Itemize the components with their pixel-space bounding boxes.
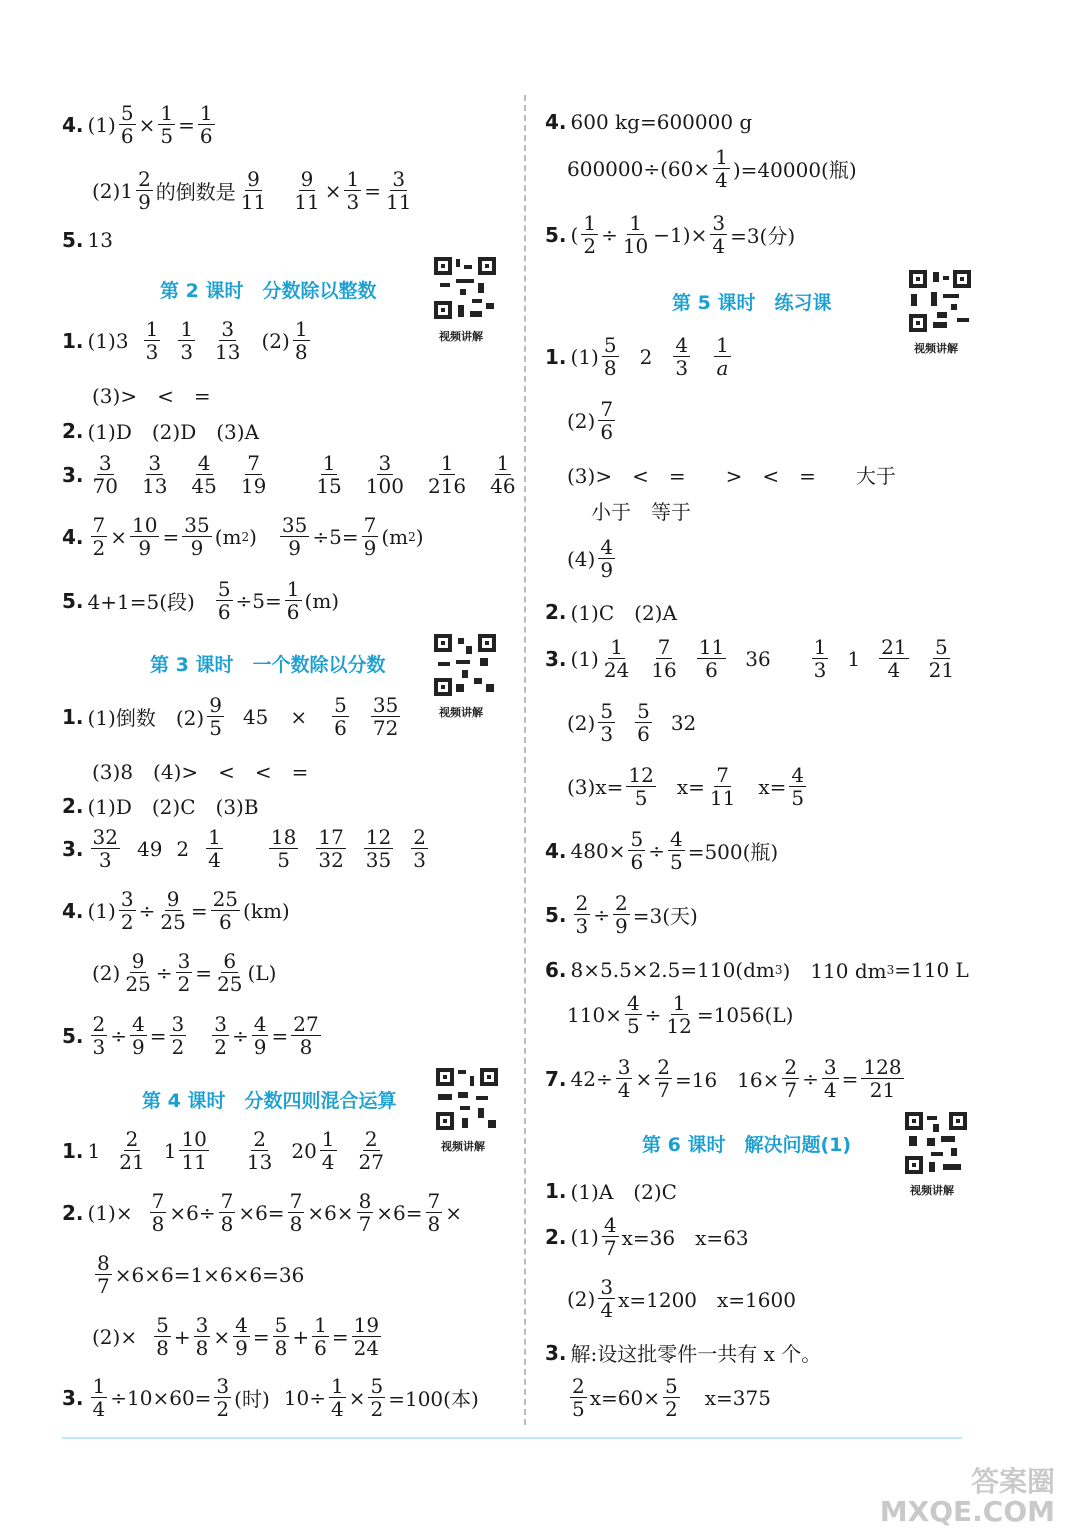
fraction: $\frac{2}{7}$ <box>784 1055 798 1102</box>
lesson2-answer-3: 3. 3 70 3 13 4 45 7 19 1 15 3 100 1 216 1 46 <box>62 451 516 498</box>
section-title-lesson-5: 第 5 课时 练习课 <box>672 292 832 314</box>
fraction: $\frac{4}{9}$ <box>253 1012 267 1059</box>
fraction: $\frac{3}{4}$ <box>712 211 726 258</box>
fraction: $\frac{3}{4}$ <box>617 1055 631 1102</box>
fraction: $\frac{7}{8}$ <box>427 1189 441 1236</box>
fraction: $\frac{128}{21}$ <box>863 1055 902 1102</box>
fraction: 1 216 <box>427 451 467 498</box>
fraction: 11 6 <box>698 635 725 682</box>
lesson4-answer-3: 3. $\frac{1}{4}$ ÷10×60= $\frac{3}{2}$ (时) 10÷ $\frac{1}{4}$ × $\frac{5}{2}$ =100(本) <box>62 1374 479 1421</box>
fraction: 5 6 <box>637 699 650 746</box>
fraction: $\frac{5}{6}$ <box>120 101 134 148</box>
lesson5-answer-5: 5. $\frac{2}{3}$ ÷ $\frac{2}{9}$ =3(天) <box>545 891 698 938</box>
fraction: $\frac{2}{3}$ <box>575 891 589 938</box>
fraction: 4 3 <box>675 333 689 380</box>
lesson5-answer-3a: 3. (1) 1 24 7 16 11 6 36 1 3 1 21 4 5 21 <box>545 635 955 682</box>
lesson5-answer-7: 7. 42÷ $\frac{3}{4}$ × $\frac{2}{7}$ =16 16× $\frac{2}{7}$ ÷ $\frac{3}{4}$ = $\frac{128}{21}$ <box>545 1055 902 1102</box>
fraction: $\frac{8}{7}$ <box>358 1189 372 1236</box>
lesson5-answer-3b: (2) 5 3 5 6 32 <box>567 699 697 746</box>
fraction: 5 8 <box>156 1313 169 1360</box>
fraction: $\frac{19}{24}$ <box>353 1313 380 1360</box>
fraction: 1 15 <box>316 451 342 498</box>
lesson5-answer-1d: 小于 等于 <box>591 500 691 524</box>
fraction: $\frac{35}{9}$ <box>184 513 210 560</box>
fraction: $\frac{7}{11}$ <box>709 763 736 810</box>
lesson2-answer-5: 5. 4+1=5(段) $\frac{5}{6}$ ÷5= $\frac{1}{6}$ (m) <box>62 577 340 624</box>
fraction: $\frac{5}{8}$ <box>274 1313 288 1360</box>
fraction: $\frac{4}{5}$ <box>669 827 683 874</box>
section-title-lesson-3: 第 3 课时 一个数除以分数 <box>150 654 386 676</box>
fraction: 3 4 <box>600 1275 614 1322</box>
column-divider <box>524 95 526 1425</box>
lesson3-answer-4b: (2) $\frac{9}{25}$ ÷ $\frac{3}{2}$ = $\frac{6}{25}$ (L) <box>92 949 277 996</box>
fraction: $\frac{12}{5}$ <box>628 763 654 810</box>
fraction: 3 70 <box>92 451 118 498</box>
qr-label: 视频讲解 <box>439 330 483 343</box>
fraction: 3 13 <box>141 451 168 498</box>
left-column <box>62 0 522 1440</box>
fraction: $\frac{4}{5}$ <box>791 763 805 810</box>
lesson4-answer-2b: $\frac{8}{7}$ ×6×6=1×6×6=36 <box>97 1251 305 1298</box>
fraction: $\frac{2}{3}$ <box>92 1012 106 1059</box>
fraction: $\frac{27}{8}$ <box>293 1012 319 1059</box>
fraction: 1 3 <box>813 635 827 682</box>
fraction: $\frac{6}{25}$ <box>217 949 243 996</box>
fraction: $\frac{3}{2}$ <box>214 1012 227 1059</box>
fraction: 2 21 <box>119 1127 145 1174</box>
fraction: 1 46 <box>490 451 516 498</box>
fraction: 4 9 <box>600 535 614 582</box>
fraction: $\frac{3}{11}$ <box>385 167 412 214</box>
fraction: 5 6 <box>334 693 347 740</box>
fraction: 17 32 <box>318 825 344 872</box>
lesson6-answer-1: 1. (1)A (2)C <box>545 1178 677 1204</box>
answer-5: 5. 13 <box>62 228 113 252</box>
lesson5-answer-4: 4. 480× $\frac{5}{6}$ ÷ $\frac{4}{5}$ =500(瓶) <box>545 827 779 874</box>
right-column <box>545 0 1005 1440</box>
fraction: $\frac{7}{8}$ <box>220 1189 234 1236</box>
fraction: $\frac{7}{8}$ <box>151 1189 165 1236</box>
fraction: 1 a <box>716 333 729 380</box>
fraction: $\frac{1}{12}$ <box>666 991 692 1038</box>
lesson5-answer-3c: (3)x= $\frac{12}{5}$ x= $\frac{7}{11}$ x= $\frac{4}{5}$ <box>567 763 805 810</box>
fraction: $\frac{5}{2}$ <box>664 1374 678 1421</box>
fraction: $\frac{5}{2}$ <box>370 1374 384 1421</box>
fraction: 1 8 <box>294 317 308 364</box>
qr-label: 视频讲解 <box>914 342 958 355</box>
answer-5: 5. ( $\frac{1}{2}$ ÷ $\frac{1}{10}$ −1)× $\frac{3}{4}$ =3(分) <box>545 211 796 258</box>
fraction: 35 72 <box>372 693 399 740</box>
fraction: $\frac{1}{6}$ <box>314 1313 327 1360</box>
lesson3-answer-1b: (3)8 (4)> < < = <box>92 760 309 784</box>
qr-label: 视频讲解 <box>439 706 483 719</box>
fraction: 2 27 <box>358 1127 384 1174</box>
answer-4-2: (2)1 2 9 的倒数是 9 11 $\frac{9}{11}$ × $\frac{1}{3}$ = $\frac{3}{11}$ <box>92 167 412 214</box>
fraction: 5 8 <box>603 333 617 380</box>
fraction: $\frac{3}{2}$ <box>171 1012 185 1059</box>
lesson3-answer-5: 5. $\frac{2}{3}$ ÷ $\frac{4}{9}$ = $\frac{3}{2}$ $\frac{3}{2}$ ÷ $\frac{4}{9}$ = $\frac{27}{8}$ <box>62 1012 319 1059</box>
qr-code-icon[interactable] <box>434 1066 500 1132</box>
lesson5-answer-1b: (2) 7 6 <box>567 397 614 444</box>
fraction: $\frac{3}{2}$ <box>177 949 191 996</box>
section-title-lesson-4: 第 4 课时 分数四则混合运算 <box>142 1090 397 1112</box>
lesson4-answer-2c: (2)× 5 8 + $\frac{3}{8}$ × $\frac{4}{9}$ = $\frac{5}{8}$ + $\frac{1}{6}$ = $\frac{19}{24}$ <box>92 1313 380 1360</box>
fraction: 1 4 <box>321 1127 335 1174</box>
fraction: $\frac{9}{25}$ <box>160 887 186 934</box>
lesson2-answer-2: 2. (1)D (2)D (3)A <box>62 418 260 444</box>
fraction: $\frac{35}{9}$ <box>281 513 308 560</box>
fraction: 4 45 <box>191 451 217 498</box>
fraction: $\frac{5}{6}$ <box>630 827 644 874</box>
fraction: 12 35 <box>365 825 392 872</box>
fraction: $\frac{1}{2}$ <box>583 211 597 258</box>
fraction: $\frac{5}{6}$ <box>217 577 231 624</box>
lesson6-answer-3b: 2 5 x=60× $\frac{5}{2}$ x=375 <box>572 1374 771 1421</box>
lesson5-answer-2: 2. (1)C (2)A <box>545 599 677 625</box>
fraction: $\frac{1}{6}$ <box>286 577 300 624</box>
fraction: $\frac{9}{11}$ <box>294 167 320 214</box>
qr-code-icon[interactable] <box>432 632 498 698</box>
fraction: 5 21 <box>928 635 955 682</box>
fraction: $\frac{1}{5}$ <box>160 101 174 148</box>
fraction: 7 19 <box>240 451 267 498</box>
fraction: 9 5 <box>209 693 222 740</box>
answer-4a: 4. 600 kg=600000 g <box>545 110 753 134</box>
fraction: 10 11 <box>181 1127 207 1174</box>
watermark-logo: 答案圈 MXQE.COM <box>879 1465 1055 1528</box>
qr-code-icon[interactable] <box>903 1110 969 1176</box>
fraction: 21 4 <box>881 635 907 682</box>
qr-code-icon[interactable] <box>432 255 498 321</box>
section-title-lesson-2: 第 2 课时 分数除以整数 <box>160 280 377 302</box>
fraction: $\frac{7}{9}$ <box>363 513 377 560</box>
fraction: $\frac{7}{8}$ <box>289 1189 303 1236</box>
lesson3-answer-2: 2. (1)D (2)C (3)B <box>62 793 259 819</box>
lesson2-answer-4: 4. $\frac{7}{2}$ × $\frac{10}{9}$ = $\frac{35}{9}$ (m 2 ) $\frac{35}{9}$ ÷5= $\frac{7}{9}$ (m 2 ) <box>62 513 424 560</box>
fraction: $\frac{9}{25}$ <box>125 949 151 996</box>
lesson5-answer-1a: 1. (1) 5 8 2 4 3 1 a <box>545 333 729 380</box>
lesson4-answer-2a: 2. (1)× $\frac{7}{8}$ ×6÷ $\frac{7}{8}$ ×6= $\frac{7}{8}$ ×6× $\frac{8}{7}$ ×6= $\frac{7}{8}$ × <box>62 1189 463 1236</box>
fraction: 7 16 <box>651 635 677 682</box>
fraction: $\frac{3}{8}$ <box>195 1313 209 1360</box>
fraction: 2 3 <box>413 825 426 872</box>
fraction: 7 6 <box>600 397 614 444</box>
qr-code-icon[interactable] <box>907 268 973 334</box>
fraction: $\frac{3}{4}$ <box>823 1055 837 1102</box>
fraction: 5 3 <box>600 699 614 746</box>
fraction: 1 4 <box>208 825 221 872</box>
fraction: $\frac{8}{7}$ <box>97 1251 110 1298</box>
fraction: 9 11 <box>240 167 267 214</box>
fraction: 1 3 <box>145 317 159 364</box>
lesson3-answer-3: 3. 32 3 49 2 1 4 18 5 17 32 12 35 2 3 <box>62 825 426 872</box>
lesson2-answer-1b: (3)> < = <box>92 384 211 408</box>
fraction: $\frac{1}{4}$ <box>715 145 728 192</box>
fraction: 2 9 <box>138 167 151 214</box>
fraction: $\frac{1}{3}$ <box>346 167 360 214</box>
qr-label: 视频讲解 <box>910 1184 954 1197</box>
fraction: $\frac{2}{9}$ <box>615 891 628 938</box>
qr-label: 视频讲解 <box>441 1140 485 1153</box>
lesson5-answer-1e: (4) 4 9 <box>567 535 614 582</box>
fraction: 2 5 <box>572 1374 585 1421</box>
fraction: $\frac{4}{5}$ <box>626 991 640 1038</box>
fraction: 18 5 <box>270 825 297 872</box>
fraction: $\frac{2}{7}$ <box>657 1055 670 1102</box>
fraction: $\frac{25}{6}$ <box>212 887 239 934</box>
lesson6-answer-3a: 3. 解:设这批零件一共有 x 个。 <box>545 1340 822 1366</box>
lesson6-answer-2a: 2. (1) 4 7 x=36 x=63 <box>545 1213 749 1260</box>
answer-4-1: 4. (1) $\frac{5}{6}$ × $\frac{1}{5}$ = $\frac{1}{6}$ <box>62 101 213 148</box>
fraction: $\frac{3}{2}$ <box>120 887 134 934</box>
lesson5-answer-1c: (3)> < = > < = 大于 <box>567 464 896 488</box>
fraction: 4 7 <box>603 1213 617 1260</box>
fraction: 3 13 <box>215 317 241 364</box>
fraction: $\frac{1}{4}$ <box>330 1374 344 1421</box>
fraction: $\frac{1}{10}$ <box>622 211 649 258</box>
lesson3-answer-1a: 1. (1)倒数 (2) 9 5 45 × 5 6 35 72 <box>62 693 399 740</box>
lesson5-answer-6a: 6. 8×5.5×2.5=110(dm 3 ) 110 dm 3 =110 L <box>545 957 969 983</box>
fraction: $\frac{10}{9}$ <box>132 513 158 560</box>
fraction: $\frac{3}{2}$ <box>216 1374 230 1421</box>
lesson6-answer-2b: (2) 3 4 x=1200 x=1600 <box>567 1275 796 1322</box>
lesson5-answer-6b: 110× $\frac{4}{5}$ ÷ $\frac{1}{12}$ =1056(L) <box>567 991 794 1038</box>
lesson3-answer-4a: 4. (1) $\frac{3}{2}$ ÷ $\frac{9}{25}$ = $\frac{25}{6}$ (km) <box>62 887 290 934</box>
fraction: 32 3 <box>92 825 118 872</box>
fraction: 2 13 <box>246 1127 273 1174</box>
fraction: 1 24 <box>603 635 630 682</box>
fraction: $\frac{1}{6}$ <box>199 101 213 148</box>
section-title-lesson-6: 第 6 课时 解决问题(1) <box>642 1134 852 1156</box>
footer-rule <box>62 1437 962 1439</box>
fraction: $\frac{4}{9}$ <box>235 1313 248 1360</box>
fraction: $\frac{7}{2}$ <box>92 513 106 560</box>
fraction: $\frac{4}{9}$ <box>132 1012 145 1059</box>
lesson4-answer-1: 1. 1 2 21 1 10 11 2 13 20 1 4 2 27 <box>62 1127 384 1174</box>
fraction: 3 100 <box>365 451 404 498</box>
answer-4b: 600000÷ (60× $\frac{1}{4}$ )=40000(瓶) <box>567 145 857 192</box>
fraction: 1 3 <box>180 317 194 364</box>
fraction: $\frac{1}{4}$ <box>92 1374 106 1421</box>
lesson2-answer-1a: 1. (1)3 1 3 1 3 3 13 (2) 1 8 <box>62 317 308 364</box>
